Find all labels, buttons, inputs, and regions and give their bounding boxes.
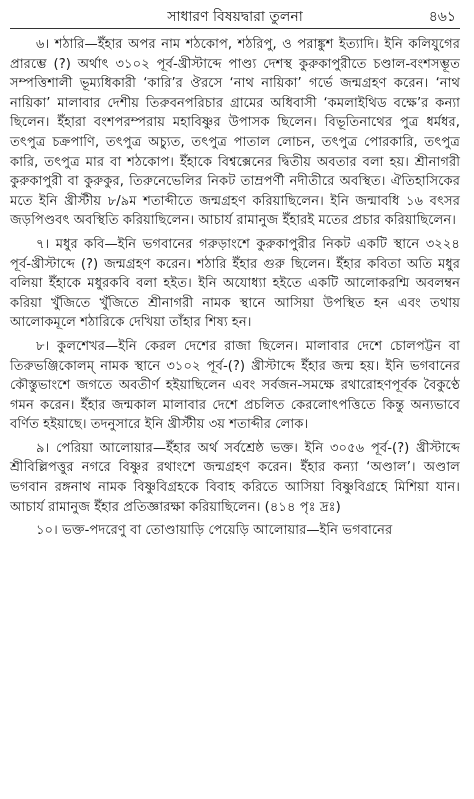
paragraph-9-periya-alvar: ৯। পেরিয়া আলোয়ার—ইঁহার অর্থ সর্বশ্রেষ্ঠ ভক্ত। ইনি ৩০৫৬ পূর্ব-(?) খ্রীস্টাব্দে শ্রীবিল্লিপত্তুর নগরে বিষ্ণুর রথাংশে জন্মগ্রহণ করেন। ইঁহার কন্যা ‘অণ্ডাল’। অণ্ডাল ভগবান রঙ্গনাথ নামক বিষ্ণুবিগ্রহকে বিবাহ করিতে আসিয়া বিষ্ণুবিগ্রহে মিশিয়া যান। আচার্য রামানুজ ইঁহার প্রতিজ্ঞারক্ষা করিয়াছিলেন। (৪১৪ পৃঃ দ্রঃ) — [10, 440, 460, 515]
running-title: সাধারণ বিষয়দ্বারা তুলনা — [167, 9, 303, 25]
paragraph-8-kulashekhar: ৮। কুলশেখর—ইনি কেরল দেশের রাজা ছিলেন। মালাবার দেশে চোলপট্টন বা তিরুভঞ্জিকোলম্ নামক স্থানে ৩১০২ পূর্ব-(?) খ্রীস্টাব্দে ইঁহার জন্ম হয়। ইনি ভগবানের কৌস্তুভাংশে জগতে অবতীর্ণ হইয়াছিলেন এবং সর্বজন-সমক্ষে রথারোহণপূর্বক বৈকুণ্ঠে গমন করেন। ইঁহার জন্মকাল মালাবার দেশে প্রচলিত কেরলোৎপত্তিতে কিন্তু অন্যভাবে বর্ণিত হইয়াছে। তদনুসারে ইনি খ্রীস্টীয় ৩য় শতাব্দীর লোক। — [10, 338, 460, 433]
page-number: ৪৬১ — [428, 9, 456, 25]
running-header — [10, 6, 460, 29]
paragraph-6-shathari: ৬। শঠারি—ইঁহার অপর নাম শঠকোপ, শঠরিপু, ও পরাঙ্কুশ ইত্যাদি। ইনি কলিযুগের প্রারম্ভে (?) অর্থাৎ ৩১০২ পূর্ব-খ্রীস্টাব্দে পাণ্ড্য দেশস্থ কুরুকাপুরীতে চণ্ডাল-বংশসম্ভূত সম্পত্তিশালী ভূম্যধিকারী ‘কারি’র ঔরসে ‘নাথ নায়িকা’ গর্ভে জন্মগ্রহণ করেন। ‘নাথ নায়িকা’ মালাবার দেশীয় তিরুবনপরিচার গ্রামের অধিবাসী ‘কমলাইথিড বক্ষে’র কন্যা ছিলেন। ইঁহারা বংশপরম্পরায় মহাবিষ্ণুর উপাসক ছিলেন। বিভূতিনাথের পুত্র ধর্মধর, তৎপুত্র চক্রপাণি, তৎপুত্র অচ্যুত, তৎপুত্র পাতাল লোচন, তৎপুত্র পোরকারি, তৎপুত্র কারি, তৎপুত্র মার বা শঠকোপ। ইঁহাকে বিশ্বক্সেনের দ্বিতীয় অবতার বলা হয়। শ্রীনাগরী কুরুকাপুরী বা কুরুকুর, তিরুনেভেলির নিকট তাম্রপর্ণী নদীতীরে অবস্থিত। ঐতিহাসিকের মতে ইনি খ্রীস্টীয় ৮/৯ম শতাব্দীতে জন্মগ্রহণ করিয়াছিলেন। ইনি জন্মাবধি ১৬ বৎসর জড়পিণ্ডবৎ অবস্থিতি করিয়াছিলেন। আচার্য রামানুজ ইঁহারই মতের প্রচার করিয়াছিলেন। — [10, 37, 460, 229]
paragraph-10-bhakta-padarenu: ১০। ভক্ত-পদরেণু বা তোণ্ডায়াড়ি পেয়েড়ি আলোয়ার—ইনি ভগবানের — [36, 523, 393, 539]
paragraph-7-madhur-kavi: ৭। মধুর কবি—ইনি ভগবানের গরুড়াংশে কুরুকাপুরীর নিকট একটি স্থানে ৩২২৪ পূর্ব-খ্রীস্টাব্দে (?) জন্মগ্রহণ করেন। শঠারি ইঁহার গুরু ছিলেন। ইঁহার কবিতা অতি মধুর বলিয়া ইঁহাকে মধুরকবি বলা হইত। ইনি অযোধ্যা হইতে একটি আলোকরশ্মি অবলম্বন করিয়া খুঁজিতে খুঁজিতে শ্রীনাগরী নামক স্থানে আসিয়া উপস্থিত হন এবং তথায় আলোকমূলে শঠারিকে দেখিয়া তাঁহার শিষ্য হন। — [10, 236, 460, 331]
